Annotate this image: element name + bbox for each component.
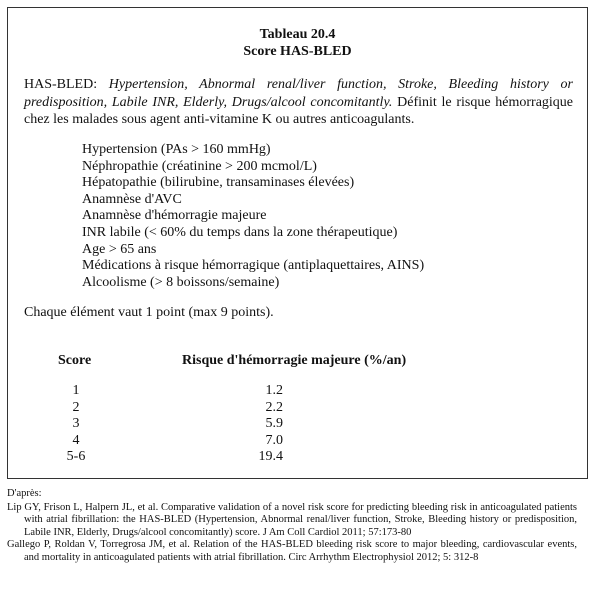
column-header-score: Score [58, 353, 92, 368]
table-row [8, 449, 587, 466]
score-cell: 3 [72, 416, 80, 432]
score-cell: 1 [72, 383, 80, 398]
score-cell: 4 [72, 432, 80, 448]
risk-cell: 1.2 [265, 383, 283, 398]
intro-label: HAS-BLED: [24, 77, 109, 92]
score-cell: 5-6 [66, 449, 86, 465]
criterion-item: INR labile (< 60% du temps dans la zone thérapeutique) [82, 224, 398, 240]
references [7, 488, 577, 564]
table-box [7, 7, 588, 479]
risk-cell: 2.2 [265, 399, 283, 415]
criterion-item: Hépatopathie (bilirubine, transaminases élevées) [82, 175, 355, 191]
table-subtitle: Score HAS-BLED [243, 44, 352, 59]
criterion-item: Anamnèse d'AVC [82, 191, 182, 207]
table-row [8, 400, 587, 417]
intro-acronym-expansion: Hypertension, Abnormal renal/liver function, Stroke, Bleeding history or predisposition, Labile INR, Elderly, Drugs/alcool concomitantly. [24, 77, 573, 110]
risk-cell: 5.9 [265, 416, 283, 432]
criterion-item: Alcoolisme (> 8 boissons/semaine) [82, 274, 280, 290]
risk-cell: 19.4 [258, 449, 283, 465]
criterion-item: Age > 65 ans [82, 241, 157, 257]
table-title: Tableau 20.4 [259, 27, 336, 42]
criterion-item: Néphropathie (créatinine > 200 mcmol/L) [82, 158, 317, 174]
table-row [8, 416, 587, 433]
table-row [8, 433, 587, 450]
scoring-note: Chaque élément vaut 1 point (max 9 points). [24, 305, 274, 320]
reference-item: Lip GY, Frison L, Halpern JL, et al. Comparative validation of a novel risk score for predicting bleeding risk in anticoagulated patients with atrial fibrillation: the HAS-BLED (Hypertension, Abnormal renal/liver function, Stroke, Bleeding history or predisposition, Labile INR, Elderly, Drugs/alcool concomitantly) score. J Am Coll Cardiol 2011; 57:173-80 [7, 501, 577, 538]
criteria-list [82, 142, 424, 291]
criterion-item: Anamnèse d'hémorragie majeure [82, 208, 267, 224]
reference-item: Gallego P, Roldan V, Torregrosa JM, et al. Relation of the HAS-BLED bleeding risk score to major bleeding, cardiovascular events, and mortality in anticoagulated patients with atrial fibrillation. Circ Arrhythm Electrophysiol 2012; 5: 312-8 [7, 539, 577, 563]
score-table-body [8, 383, 587, 466]
risk-cell: 7.0 [265, 432, 283, 448]
intro-paragraph [24, 76, 573, 129]
criterion-item: Médications à risque hémorragique (antiplaquettaires, AINS) [82, 258, 425, 274]
references-heading: D'après: [7, 488, 42, 499]
table-row [8, 383, 587, 400]
column-header-risk: Risque d'hémorragie majeure (%/an) [182, 353, 407, 368]
criterion-item: Hypertension (PAs > 160 mmHg) [82, 142, 271, 157]
intro-description: Définit le risque hémorragique chez les malades sous agent anti-vitamine K ou autres anticoagulants. [24, 94, 574, 127]
score-cell: 2 [72, 399, 80, 415]
